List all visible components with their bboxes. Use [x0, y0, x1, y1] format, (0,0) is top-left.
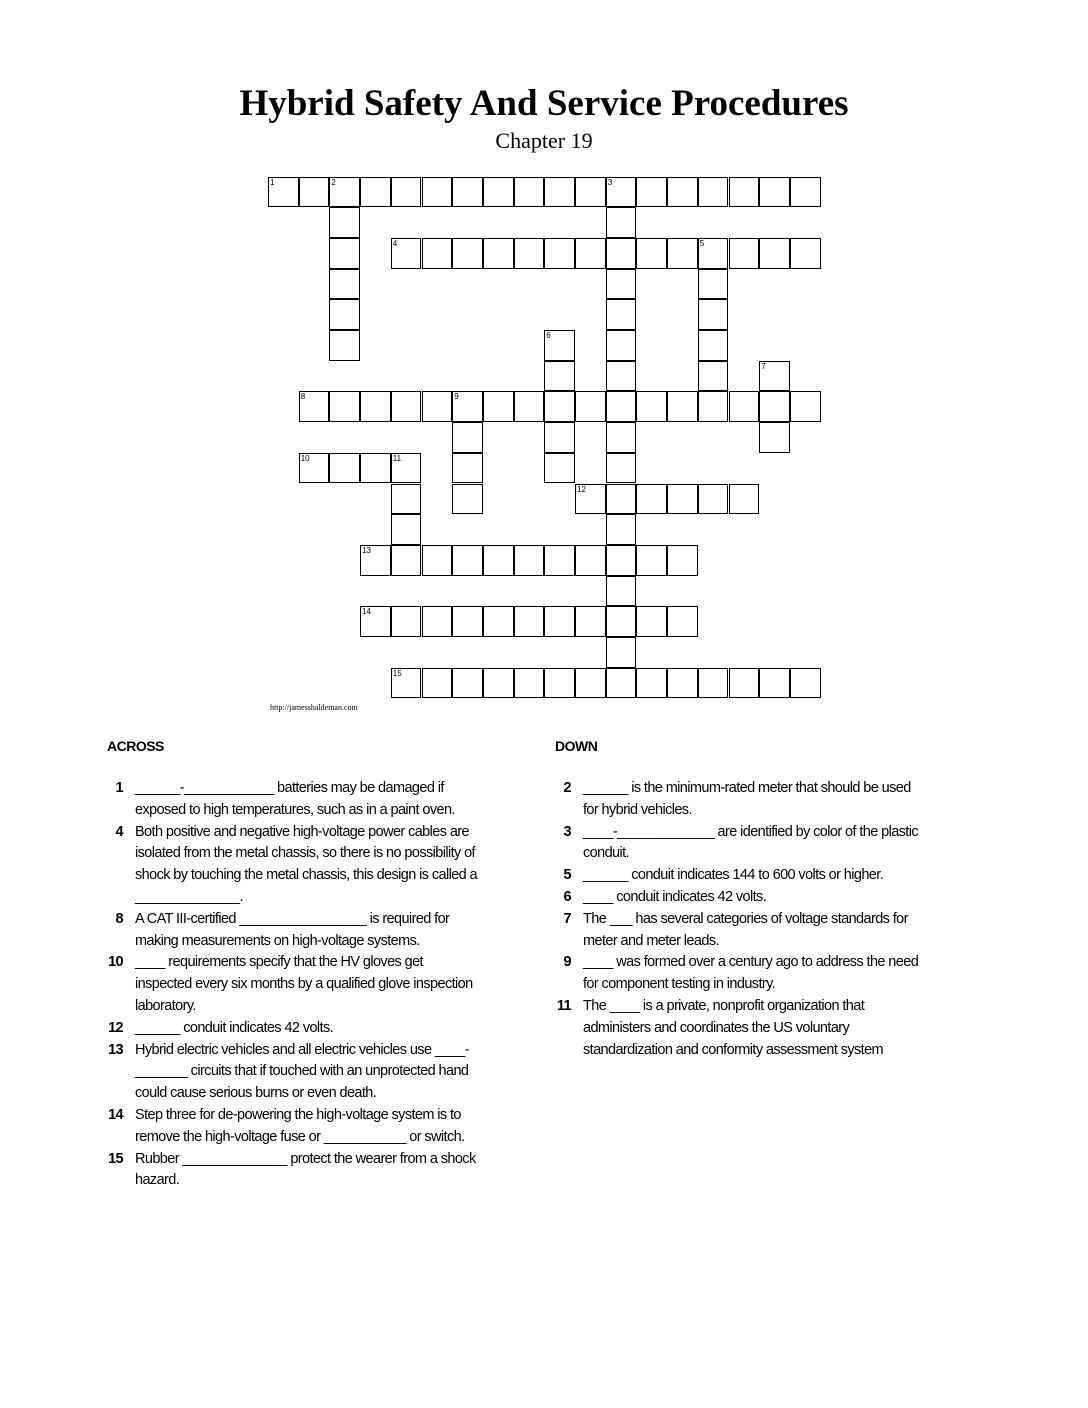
grid-cell[interactable]	[606, 545, 637, 576]
grid-cell[interactable]	[698, 269, 729, 300]
grid-cell[interactable]	[606, 391, 637, 422]
clue-item	[548, 865, 928, 887]
clue-text: Rubber ______________ protect the wearer from a shock hazard.	[135, 1150, 476, 1189]
grid-cell[interactable]	[606, 207, 637, 238]
grid-cell[interactable]	[299, 177, 330, 208]
grid-cell[interactable]	[606, 453, 637, 484]
cell-number: 10	[300, 453, 310, 463]
grid-cell[interactable]	[514, 606, 545, 637]
grid-cell[interactable]	[606, 422, 637, 453]
grid-cell[interactable]	[698, 238, 729, 269]
clue-text: Step three for de-powering the high-voltage system is to remove the high-voltage fuse or ___________ or switch.	[135, 1106, 465, 1145]
grid-cell[interactable]	[329, 299, 360, 330]
grid-cell[interactable]	[452, 422, 483, 453]
cell-number: 4	[392, 238, 398, 248]
across-clue-list	[100, 778, 480, 1192]
grid-cell[interactable]	[422, 545, 453, 576]
grid-cell[interactable]	[667, 391, 698, 422]
cell-number: 12	[577, 484, 586, 494]
grid-cell[interactable]	[698, 484, 729, 515]
grid-cell[interactable]	[729, 177, 760, 208]
grid-cell[interactable]	[759, 238, 790, 269]
cell-number: 1	[270, 177, 275, 187]
cell-number: 5	[699, 238, 705, 248]
grid-cell[interactable]	[483, 177, 514, 208]
grid-cell[interactable]	[636, 238, 667, 269]
grid-cell[interactable]	[391, 391, 422, 422]
grid-cell[interactable]	[575, 668, 606, 699]
cell-number: 2	[331, 177, 336, 187]
grid-cell[interactable]	[360, 606, 391, 637]
grid-cell[interactable]	[329, 207, 360, 238]
grid-cell[interactable]	[544, 361, 575, 392]
grid-cell[interactable]	[483, 668, 514, 699]
grid-cell[interactable]	[667, 238, 698, 269]
grid-cell[interactable]	[667, 606, 698, 637]
grid-cell[interactable]	[329, 177, 360, 208]
clue-item	[548, 778, 928, 822]
grid-cell[interactable]	[391, 177, 422, 208]
grid-cell[interactable]	[360, 391, 391, 422]
grid-cell[interactable]	[391, 453, 422, 484]
grid-cell[interactable]	[606, 269, 637, 300]
grid-cell[interactable]	[422, 238, 453, 269]
grid-cell[interactable]	[698, 361, 729, 392]
grid-cell[interactable]	[452, 484, 483, 515]
grid-cell[interactable]	[483, 391, 514, 422]
grid-cell[interactable]	[544, 668, 575, 699]
grid-cell[interactable]	[422, 177, 453, 208]
grid-cell[interactable]	[759, 668, 790, 699]
cell-number: 11	[392, 453, 402, 463]
grid-cell[interactable]	[606, 299, 637, 330]
grid-cell[interactable]	[575, 545, 606, 576]
clue-text: The ____ is a private, nonprofit organization that administers and coordinates the US voluntary standardization and conformity assessment system	[583, 997, 884, 1058]
clue-text: A CAT III-certified _________________ is required for making measurements on high-voltage systems.	[135, 910, 450, 949]
grid-cell[interactable]	[360, 177, 391, 208]
grid-cell[interactable]	[452, 177, 483, 208]
clue-item	[100, 1018, 480, 1040]
grid-cell[interactable]	[329, 391, 360, 422]
grid-cell[interactable]	[636, 177, 667, 208]
grid-cell[interactable]	[729, 668, 760, 699]
clue-item	[548, 952, 928, 996]
grid-cell[interactable]	[606, 484, 637, 515]
grid-cell[interactable]	[452, 545, 483, 576]
clue-number: 6	[563, 888, 571, 905]
grid-cell[interactable]	[452, 453, 483, 484]
grid-cell[interactable]	[329, 330, 360, 361]
clue-item	[100, 952, 480, 1017]
grid-cell[interactable]	[391, 606, 422, 637]
grid-cell[interactable]	[606, 330, 637, 361]
grid-cell[interactable]	[729, 238, 760, 269]
grid-cell[interactable]	[606, 606, 637, 637]
clue-item	[100, 1040, 480, 1105]
grid-cell[interactable]	[698, 391, 729, 422]
clue-number: 11	[556, 997, 571, 1014]
grid-cell[interactable]	[698, 668, 729, 699]
clue-item	[100, 778, 480, 822]
grid-cell[interactable]	[575, 238, 606, 269]
grid-cell[interactable]	[544, 391, 575, 422]
grid-cell[interactable]	[544, 453, 575, 484]
grid-cell[interactable]	[575, 606, 606, 637]
grid-cell[interactable]	[575, 177, 606, 208]
clue-item	[100, 1105, 480, 1149]
grid-cell[interactable]	[698, 330, 729, 361]
across-heading: ACROSS	[107, 738, 164, 754]
clue-text: ____-_____________ are identified by color of the plastic conduit.	[583, 823, 919, 862]
grid-cell[interactable]	[698, 299, 729, 330]
grid-cell[interactable]	[268, 177, 299, 208]
clue-number: 15	[108, 1150, 123, 1167]
clue-item	[548, 996, 928, 1061]
cell-number: 15	[392, 668, 402, 678]
grid-cell[interactable]	[422, 391, 453, 422]
grid-cell[interactable]	[790, 668, 821, 699]
grid-cell[interactable]	[452, 606, 483, 637]
clue-text: Hybrid electric vehicles and all electric vehicles use ____-_______ circuits that if touched with an unprotected hand could cause serious burns or even death.	[135, 1041, 469, 1102]
grid-cell[interactable]	[360, 545, 391, 576]
grid-cell[interactable]	[299, 391, 330, 422]
grid-cell[interactable]	[544, 330, 575, 361]
page-subtitle: Chapter 19	[495, 128, 593, 153]
grid-cell[interactable]	[667, 484, 698, 515]
grid-cell[interactable]	[790, 238, 821, 269]
grid-cell[interactable]	[391, 514, 422, 545]
grid-cell[interactable]	[729, 391, 760, 422]
grid-cell[interactable]	[606, 668, 637, 699]
cell-number: 6	[546, 331, 551, 340]
grid-cell[interactable]	[483, 606, 514, 637]
clue-number: 9	[563, 954, 571, 971]
grid-cell[interactable]	[729, 484, 760, 515]
clue-item	[100, 822, 480, 909]
grid-cell[interactable]	[514, 545, 545, 576]
clue-text: ______-____________ batteries may be damaged if exposed to high temperatures, such as in a paint oven.	[135, 780, 455, 818]
grid-cell[interactable]	[759, 177, 790, 208]
grid-cell[interactable]	[759, 422, 790, 453]
grid-cell[interactable]	[606, 514, 637, 545]
grid-cell[interactable]	[606, 576, 637, 607]
clue-number: 8	[115, 910, 123, 927]
grid-cell[interactable]	[606, 177, 637, 208]
clue-text: ______ conduit indicates 144 to 600 volts or higher.	[583, 867, 884, 884]
cell-number: 14	[362, 607, 371, 617]
grid-cell[interactable]	[575, 484, 606, 515]
grid-cell[interactable]	[514, 668, 545, 699]
grid-cell[interactable]	[514, 391, 545, 422]
grid-cell[interactable]	[452, 391, 483, 422]
clue-number: 1	[115, 780, 123, 796]
cell-number: 7	[761, 361, 766, 371]
grid-cell[interactable]	[329, 238, 360, 269]
grid-cell[interactable]	[329, 269, 360, 300]
grid-cell[interactable]	[667, 177, 698, 208]
cell-number: 9	[454, 392, 459, 402]
grid-cell[interactable]	[452, 238, 483, 269]
grid-cell[interactable]	[544, 238, 575, 269]
grid-cell[interactable]	[759, 391, 790, 422]
clue-number: 3	[563, 823, 571, 840]
grid-cell[interactable]	[452, 668, 483, 699]
clue-number: 12	[108, 1019, 123, 1036]
clue-number: 14	[108, 1106, 123, 1123]
grid-cell[interactable]	[483, 545, 514, 576]
grid-cell[interactable]	[606, 361, 637, 392]
grid-cell[interactable]	[575, 391, 606, 422]
grid-cell[interactable]	[759, 361, 790, 392]
clue-number: 2	[563, 780, 571, 796]
grid-cell[interactable]	[606, 637, 637, 668]
grid-cell[interactable]	[514, 238, 545, 269]
grid-cell[interactable]	[790, 177, 821, 208]
clue-item	[548, 909, 928, 953]
grid-cell[interactable]	[422, 668, 453, 699]
grid-cell[interactable]	[544, 177, 575, 208]
grid-cell[interactable]	[329, 453, 360, 484]
clue-item	[100, 909, 480, 953]
page-title: Hybrid Safety And Service Procedures	[239, 83, 849, 124]
cell-number: 8	[300, 392, 306, 402]
grid-cell[interactable]	[636, 606, 667, 637]
grid-cell[interactable]	[636, 484, 667, 515]
clue-number: 13	[108, 1041, 123, 1058]
clue-number: 5	[563, 867, 571, 884]
down-heading: DOWN	[555, 738, 598, 754]
clue-item	[100, 1149, 480, 1193]
clue-text: ____ conduit indicates 42 volts.	[583, 888, 767, 905]
clue-number: 7	[563, 910, 571, 927]
grid-cell[interactable]	[698, 177, 729, 208]
grid-cell[interactable]	[391, 668, 422, 699]
clue-item	[548, 822, 928, 866]
website-credit: http://jamesshaldeman.com	[270, 703, 358, 712]
grid-cell[interactable]	[514, 177, 545, 208]
down-clue-list	[548, 778, 928, 1061]
grid-cell[interactable]	[391, 484, 422, 515]
clue-text: The ___ has several categories of voltage standards for meter and meter leads.	[583, 910, 908, 949]
cell-number: 3	[607, 177, 613, 187]
grid-cell[interactable]	[299, 453, 330, 484]
grid-cell[interactable]	[636, 545, 667, 576]
grid-cell[interactable]	[422, 606, 453, 637]
clue-text: ______ conduit indicates 42 volts.	[135, 1019, 334, 1036]
clue-number: 10	[108, 954, 123, 971]
grid-cell[interactable]	[544, 422, 575, 453]
grid-cell[interactable]	[544, 545, 575, 576]
grid-cell[interactable]	[544, 606, 575, 637]
grid-cell[interactable]	[360, 453, 391, 484]
clue-text: ____ was formed over a century ago to address the need for component testing in industry.	[583, 954, 919, 993]
grid-cell[interactable]	[667, 545, 698, 576]
grid-cell[interactable]	[606, 238, 637, 269]
grid-cell[interactable]	[667, 668, 698, 699]
clue-number: 4	[115, 823, 123, 840]
grid-cell[interactable]	[636, 391, 667, 422]
grid-cell[interactable]	[483, 238, 514, 269]
clue-text: Both positive and negative high-voltage power cables are isolated from the metal chassis, so there is no possibility of shock by touching the metal chassis, this design is called a ______________.	[135, 823, 478, 905]
grid-cell[interactable]	[391, 545, 422, 576]
clue-item	[548, 887, 928, 909]
grid-cell[interactable]	[391, 238, 422, 269]
grid-cell[interactable]	[790, 391, 821, 422]
cell-number: 13	[362, 545, 371, 555]
clue-text: ____ requirements specify that the HV gloves get inspected every six months by a qualified glove inspection laboratory.	[135, 954, 473, 1014]
clue-text: ______ is the minimum-rated meter that should be used for hybrid vehicles.	[583, 780, 911, 818]
grid-cell[interactable]	[636, 668, 667, 699]
